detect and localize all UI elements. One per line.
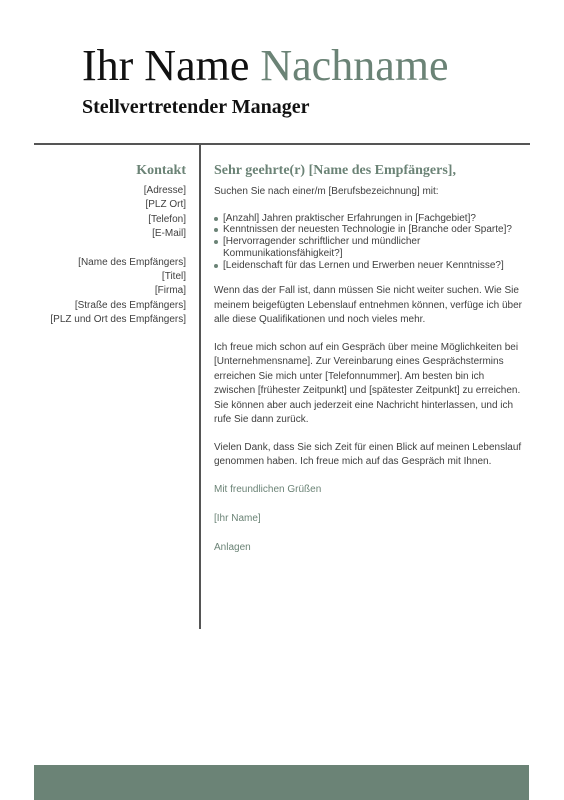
recipient-street: [Straße des Empfängers] bbox=[74, 299, 186, 311]
list-item: Kenntnissen der neuesten Technologie in [Branche oder Sparte]? bbox=[214, 224, 524, 236]
enclosures: Anlagen bbox=[214, 541, 251, 553]
recipient-city: [PLZ und Ort des Empfängers] bbox=[50, 314, 186, 326]
body-paragraph-1: Wenn das der Fall ist, dann müssen Sie nicht weiter suchen. Wie Sie meinem beigefügten Lebenslauf entnehmen können, verfüge ich über alle diese Qualifikationen und noch vieles mehr. bbox=[214, 285, 522, 326]
bullet-icon bbox=[214, 228, 218, 232]
recipient-company: [Firma] bbox=[154, 285, 186, 297]
letter-header bbox=[82, 42, 542, 119]
list-item: [Leidenschaft für das Lernen und Erwerben neuer Kenntnisse?] bbox=[214, 260, 524, 272]
list-item: [Hervorragender schriftlicher und mündlicher Kommunikationsfähigkeit?] bbox=[214, 236, 524, 260]
first-name: Ihr Name bbox=[82, 41, 250, 90]
recipient-name: [Name des Empfängers] bbox=[78, 256, 186, 268]
closing: Mit freundlichen Grüßen bbox=[214, 483, 322, 495]
bullet-icon bbox=[214, 264, 218, 268]
recipient-title: [Titel] bbox=[161, 271, 186, 283]
contact-phone: [Telefon] bbox=[148, 213, 186, 225]
last-name: Nachname bbox=[260, 41, 449, 90]
applicant-name bbox=[82, 42, 542, 90]
contact-email: [E-Mail] bbox=[152, 228, 186, 240]
contact-heading: Kontakt bbox=[136, 163, 186, 178]
qualification-list bbox=[214, 213, 524, 272]
intro-paragraph: Suchen Sie nach einer/m [Berufsbezeichnung] mit: bbox=[214, 186, 439, 197]
list-item: [Anzahl] Jahren praktischer Erfahrungen in [Fachgebiet]? bbox=[214, 213, 524, 225]
header-divider bbox=[34, 143, 530, 145]
job-title: Stellvertretender Manager bbox=[82, 96, 310, 118]
column-divider bbox=[199, 143, 201, 629]
contact-address: [Adresse] bbox=[143, 185, 186, 196]
spacer bbox=[30, 242, 186, 256]
letter-body bbox=[214, 163, 524, 570]
bullet-icon bbox=[214, 240, 218, 244]
body-paragraph-2: Ich freue mich schon auf ein Gespräch über meine Möglichkeiten bei [Unternehmensname]. Zur Vereinbarung eines Gesprächstermins erreichen Sie mich unter [Telefonnummer]. Am besten bin ich zwischen [frühester Zeitpunkt] und [spätester Zeitpunkt] zu erreichen. Sie können aber auch jederzeit eine Nachricht hinterlassen, und ich rufe Sie dann zurück. bbox=[214, 341, 521, 426]
footer-bar bbox=[34, 765, 529, 800]
bullet-icon bbox=[214, 217, 218, 221]
body-paragraph-3: Vielen Dank, dass Sie sich Zeit für einen Blick auf meinen Lebenslauf genommen haben. Ich freue mich auf das Gespräch mit Ihnen. bbox=[214, 441, 522, 468]
salutation: Sehr geehrte(r) [Name des Empfängers], bbox=[214, 163, 456, 178]
signature: [Ihr Name] bbox=[214, 512, 261, 524]
contact-city: [PLZ Ort] bbox=[145, 199, 186, 211]
contact-column bbox=[30, 163, 186, 328]
